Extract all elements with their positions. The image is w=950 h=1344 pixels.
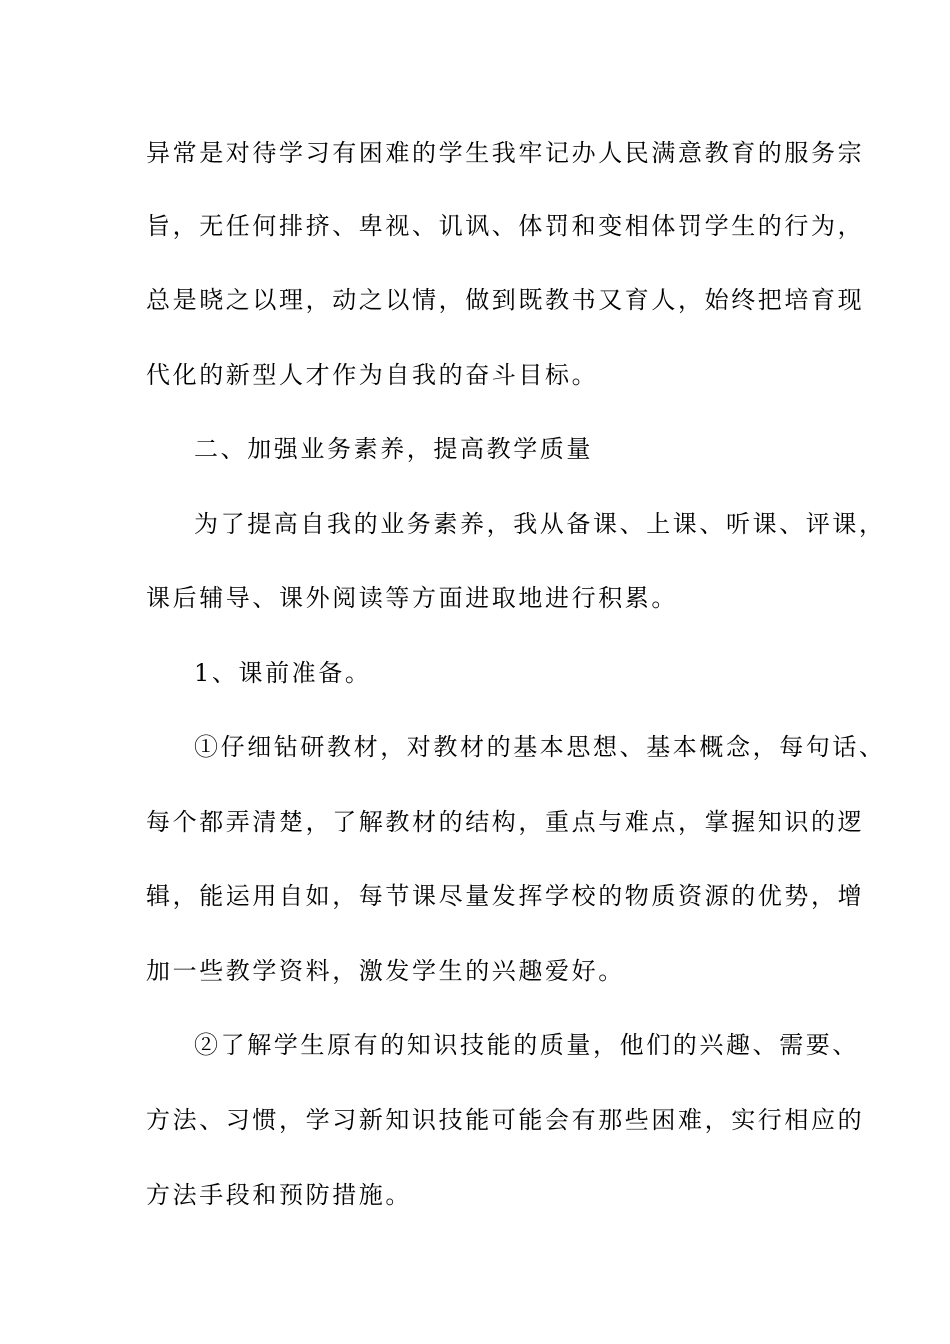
paragraph-line: 每个都弄清楚，了解教材的结构，重点与难点，掌握知识的逻 (146, 808, 865, 836)
paragraph-line: 异常是对待学习有困难的学生我牢记办人民满意教育的服务宗 (146, 139, 865, 167)
paragraph-line: 方法、习惯，学习新知识技能可能会有那些困难，实行相应的 (146, 1106, 865, 1134)
paragraph-line: 总是晓之以理，动之以情，做到既教书又育人，始终把培育现 (146, 286, 865, 314)
paragraph-line: 为了提高自我的业务素养，我从备课、上课、听课、评课， (194, 510, 886, 538)
paragraph-line: 旨，无任何排挤、卑视、讥讽、体罚和变相体罚学生的行为， (146, 212, 865, 240)
paragraph-line: ①仔细钻研教材，对教材的基本思想、基本概念，每句话、 (194, 733, 886, 761)
subsection-heading: 1、课前准备。 (194, 659, 372, 687)
paragraph-line: ②了解学生原有的知识技能的质量，他们的兴趣、需要、 (194, 1031, 859, 1059)
paragraph-line: 代化的新型人才作为自我的奋斗目标。 (146, 361, 599, 389)
paragraph-line: 加一些教学资料，激发学生的兴趣爱好。 (146, 957, 625, 985)
paragraph-line: 辑，能运用自如，每节课尽量发挥学校的物质资源的优势，增 (146, 882, 865, 910)
paragraph-line: 课后辅导、课外阅读等方面进取地进行积累。 (146, 584, 678, 612)
section-heading: 二、加强业务素养，提高教学质量 (194, 435, 593, 463)
paragraph-line: 方法手段和预防措施。 (146, 1181, 412, 1209)
